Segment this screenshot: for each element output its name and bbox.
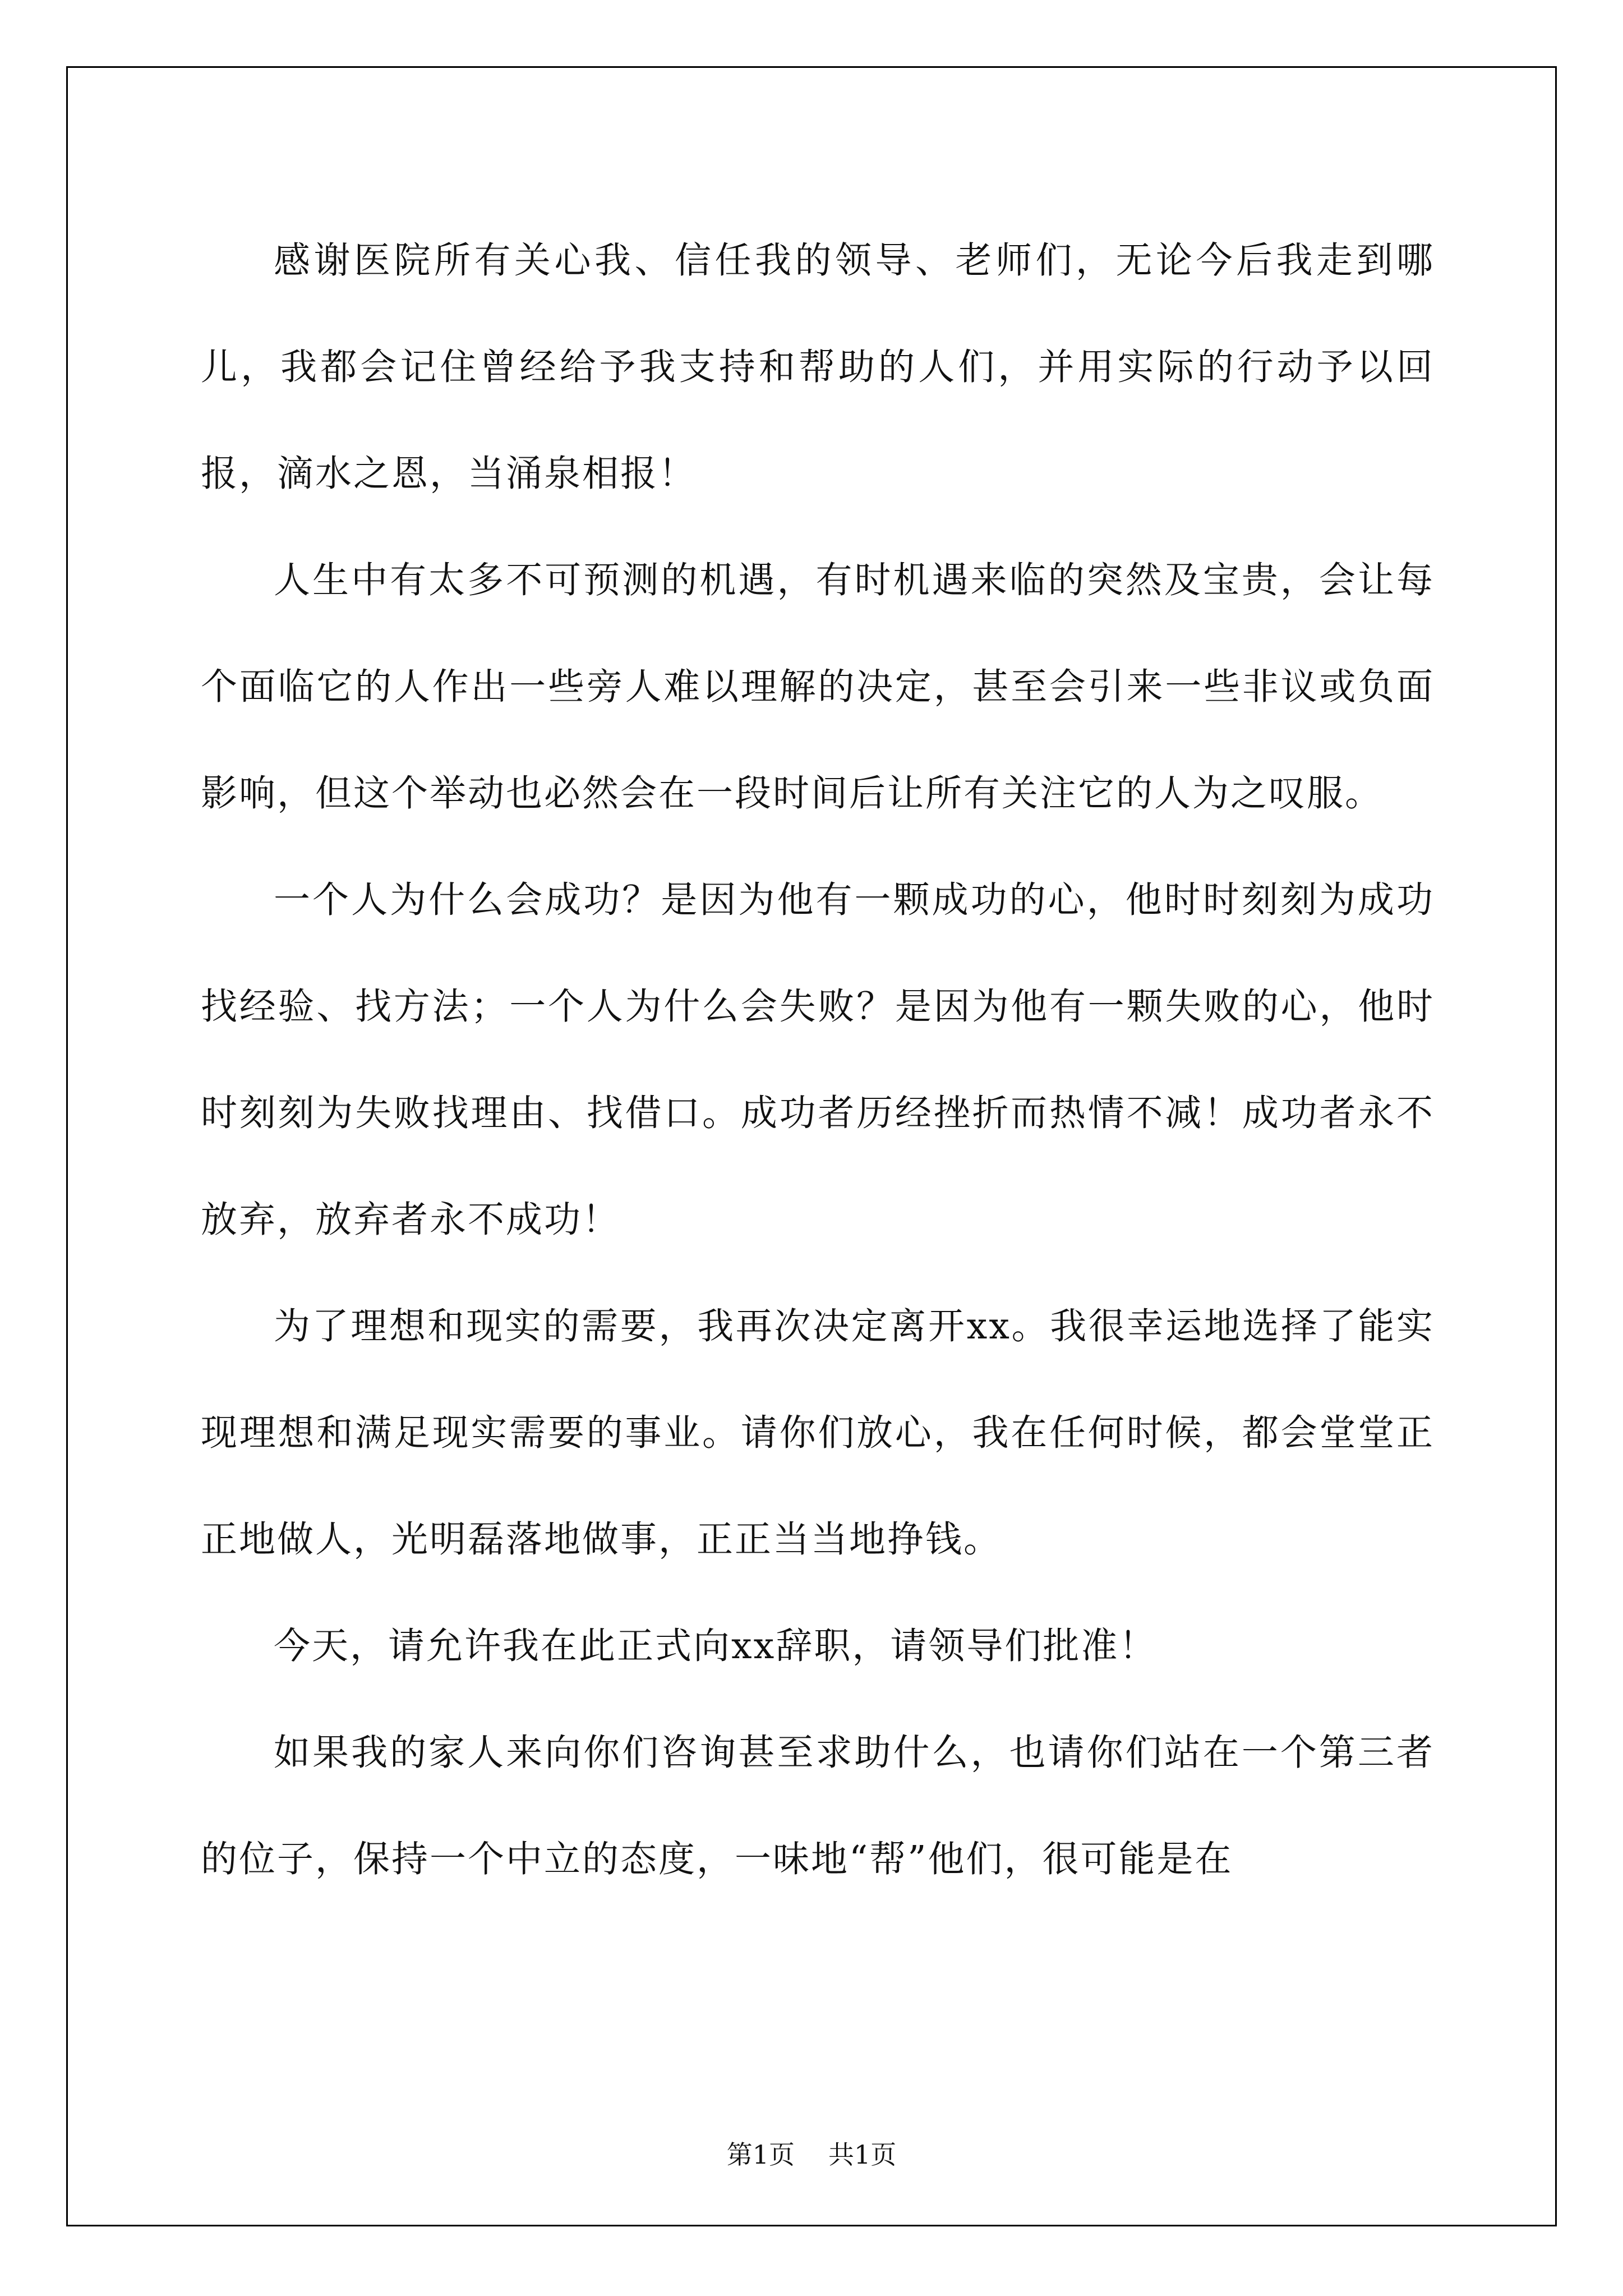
page-number-total: 共1页 <box>828 2139 897 2170</box>
document-body <box>201 208 1435 1913</box>
paragraph: 为了理想和现实的需要，我再次决定离开xx。我很幸运地选择了能实现理想和满足现实需要的事业。请你们放心，我在任何时候，都会堂堂正正地做人，光明磊落地做事，正正当当地挣钱。 <box>201 1305 1435 1561</box>
paragraph: 如果我的家人来向你们咨询甚至求助什么，也请你们站在一个第三者的位子，保持一个中立的态度，一味地“帮”他们，很可能是在 <box>201 1732 1435 1880</box>
page-footer <box>0 2134 1623 2171</box>
paragraph: 人生中有太多不可预测的机遇，有时机遇来临的突然及宝贵，会让每个面临它的人作出一些旁人难以理解的决定，甚至会引来一些非议或负面影响，但这个举动也必然会在一段时间后让所有关注它的人为之叹服。 <box>201 559 1435 815</box>
paragraph: 今天，请允许我在此正式向xx辞职，请领导们批准！ <box>274 1625 1158 1667</box>
paragraph: 感谢医院所有关心我、信任我的领导、老师们，无论今后我走到哪儿，我都会记住曾经给予我支持和帮助的人们，并用实际的行动予以回报，滴水之恩，当涌泉相报！ <box>201 240 1435 495</box>
page-number-current: 第1页 <box>726 2139 795 2170</box>
paragraph: 一个人为什么会成功？是因为他有一颗成功的心，他时时刻刻为成功找经验、找方法；一个人为什么会失败？是因为他有一颗失败的心，他时时刻刻为失败找理由、找借口。成功者历经挫折而热情不减！成功者永不放弃，放弃者永不成功！ <box>201 879 1435 1241</box>
